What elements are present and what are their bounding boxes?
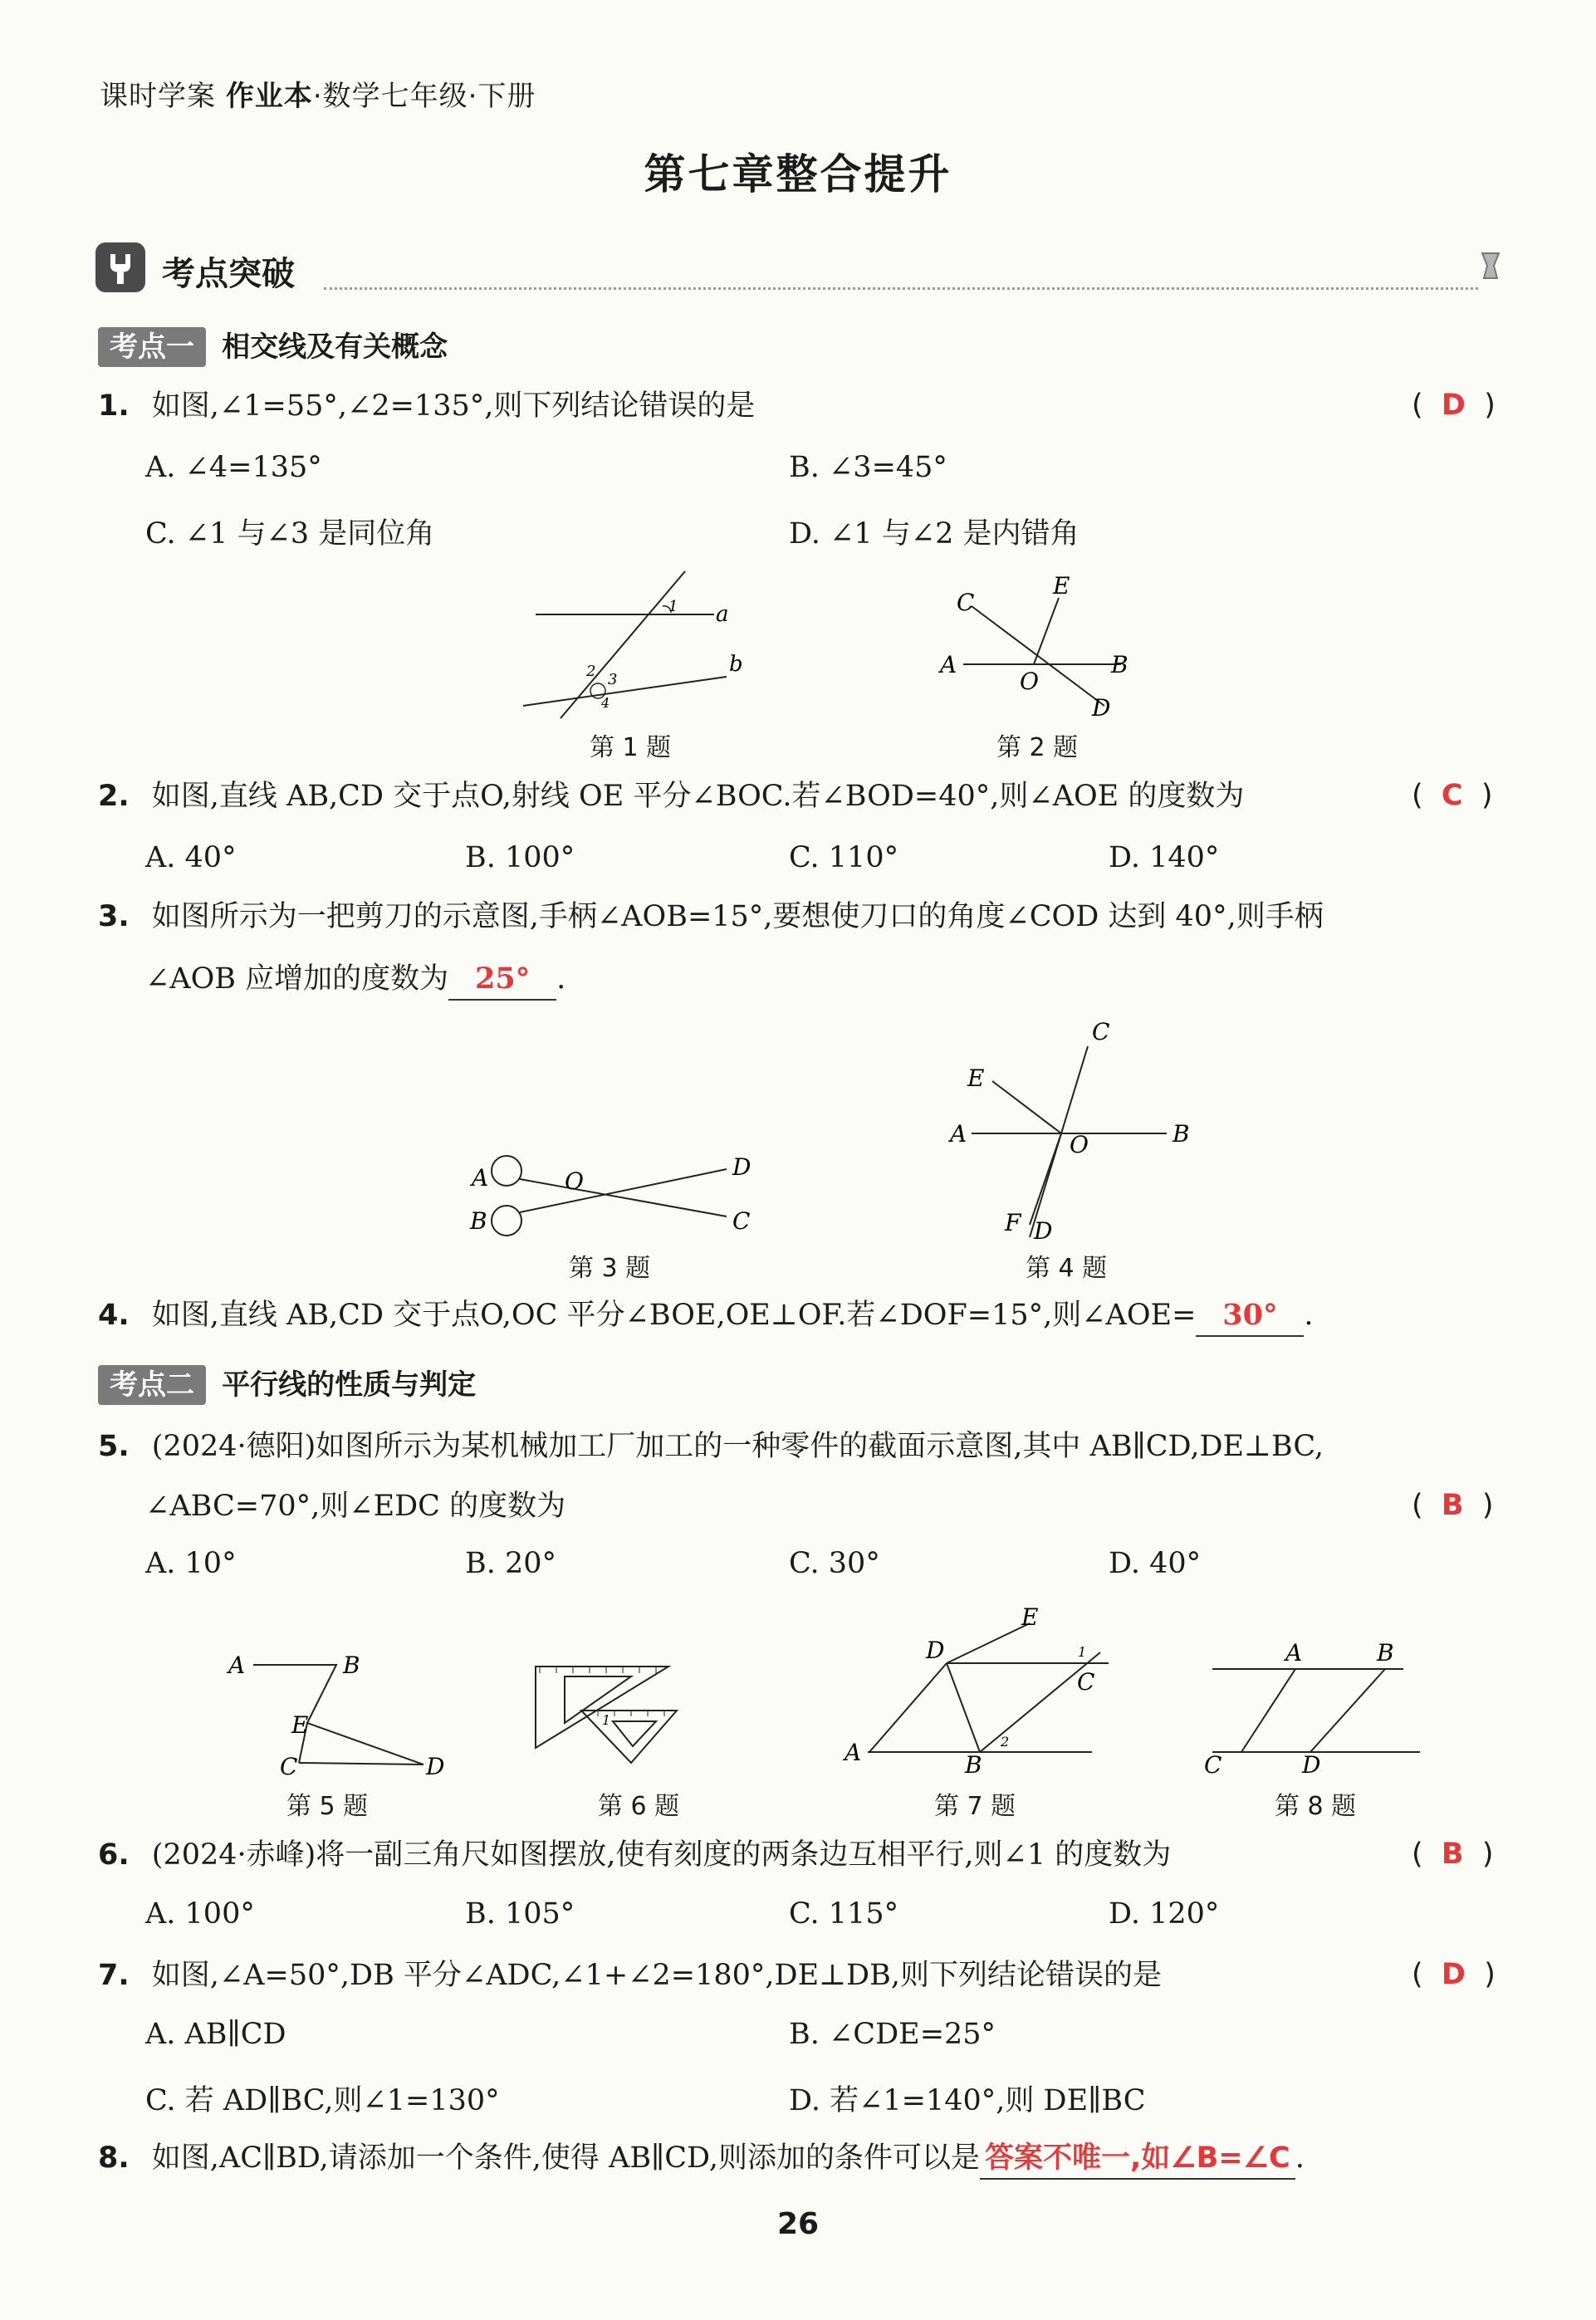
option-c: C. 30° [789, 1547, 880, 1580]
question-number: 5. [98, 1430, 130, 1463]
question-text: 如图,AC∥BD,请添加一个条件,使得 AB∥CD,则添加的条件可以是 [151, 2141, 980, 2175]
pin-icon [1474, 249, 1507, 294]
figure-7 [843, 1607, 1117, 1781]
fig3-label: O [565, 1167, 584, 1195]
question-number: 4. [98, 1299, 130, 1332]
fig7-label: B [965, 1751, 982, 1779]
fig8-label: C [1204, 1751, 1222, 1777]
question-8: 8. 如图,AC∥BD,请添加一个条件,使得 AB∥CD,则添加的条件可以是 答案不唯一,如∠B=∠C . [98, 2138, 1305, 2180]
fill-blank-answer: 25° [448, 959, 556, 1001]
fig5-label: E [291, 1711, 309, 1739]
question-text: 如图,∠1=55°,∠2=135°,则下列结论错误的是 [151, 389, 756, 423]
fig1-label: 3 [608, 671, 618, 688]
question-number: 8. [98, 2141, 130, 2175]
fig4-label: D [1034, 1217, 1053, 1245]
header-book: 作业本 [225, 80, 313, 113]
option-a: A. AB∥CD [145, 2018, 286, 2051]
fig1-label: 4 [601, 695, 610, 711]
option-a: A. 100° [145, 1897, 255, 1931]
fig7-label: 1 [1078, 1644, 1087, 1660]
page-number: 26 [776, 2207, 820, 2241]
caption-figure-6: 第 6 题 [598, 1792, 680, 1821]
question-number: 6. [98, 1838, 130, 1872]
figure-5 [220, 1640, 453, 1781]
option-d: D. 若∠1=140°,则 DE∥BC [789, 2084, 1146, 2117]
book-header [100, 73, 536, 114]
question-number: 3. [98, 900, 130, 933]
question-7 [98, 1955, 1162, 1995]
fig2-label: D [1092, 694, 1111, 722]
fill-blank-answer: 答案不唯一,如∠B=∠C [980, 2138, 1295, 2180]
question-number: 1. [98, 389, 130, 423]
question-number: 7. [98, 1959, 130, 1992]
fig2-label: C [957, 589, 975, 616]
question-5-line-2: ∠ABC=70°,则∠EDC 的度数为 [145, 1490, 566, 1523]
figure-3 [465, 1146, 764, 1246]
fig1-label: a [716, 602, 729, 627]
fig1-label: 1 [668, 598, 678, 615]
answer-choice: C [1441, 779, 1463, 812]
fig3-label: D [732, 1153, 751, 1181]
question-text: 如图所示为一把剪刀的示意图,手柄∠AOB=15°,要想使刀口的角度∠COD 达到 40°,则手柄 [151, 900, 1324, 933]
fig3-label: C [732, 1207, 751, 1235]
fig3-label: B [470, 1207, 487, 1235]
fig2-label: A [940, 651, 957, 678]
fill-blank-answer: 30° [1196, 1295, 1304, 1337]
option-b: B. ∠CDE=25° [789, 2018, 996, 2051]
option-c: C. 110° [789, 841, 899, 874]
figure-6 [523, 1657, 681, 1773]
fig7-label: C [1077, 1668, 1095, 1696]
answer-bracket: ( C ) [1412, 779, 1493, 812]
answer-bracket: ( B ) [1412, 1838, 1494, 1871]
section-title: 考点突破 [162, 255, 295, 293]
fig5-label: B [343, 1652, 360, 1679]
fig4-label: E [967, 1065, 985, 1092]
header-brand: 课时学案 [100, 80, 216, 113]
answer-bracket: ( B ) [1412, 1489, 1494, 1522]
fig4-label: O [1070, 1131, 1089, 1158]
question-3 [98, 897, 1324, 937]
fig7-label: D [926, 1637, 945, 1664]
option-d: D. 140° [1109, 841, 1220, 874]
kaodian-title: 相交线及有关概念 [222, 330, 448, 364]
fig1-label: 2 [586, 663, 596, 680]
fig1-label: b [729, 652, 743, 677]
kaodian-2-header [98, 1362, 476, 1402]
answer-choice: B [1441, 1489, 1464, 1522]
question-6 [98, 1835, 1171, 1875]
figure-4 [938, 1013, 1204, 1250]
kaodian-title: 平行线的性质与判定 [222, 1368, 477, 1402]
fig3-label: A [472, 1164, 489, 1192]
question-3-line-2: ∠AOB 应增加的度数为 25° . [145, 959, 565, 1001]
figure-1 [515, 565, 764, 722]
answer-choice: B [1441, 1838, 1464, 1871]
option-b: B. 105° [465, 1897, 575, 1931]
fig5-label: D [426, 1753, 445, 1780]
option-b: B. 100° [465, 841, 575, 874]
kaodian-tag: 考点二 [98, 1365, 206, 1405]
fig2-label: B [1111, 651, 1128, 678]
fig2-label: E [1053, 573, 1070, 600]
question-5 [98, 1427, 1324, 1466]
answer-bracket: ( D ) [1412, 1958, 1496, 1991]
fig4-label: F [1005, 1209, 1021, 1236]
question-text: 如图,∠A=50°,DB 平分∠ADC,∠1+∠2=180°,DE⊥DB,则下列结论错误的是 [151, 1959, 1162, 1992]
fig8-label: B [1377, 1639, 1394, 1667]
option-c: C. 若 AD∥BC,则∠1=130° [145, 2084, 500, 2117]
question-text: ∠AOB 应增加的度数为 [145, 962, 449, 996]
caption-figure-7: 第 7 题 [934, 1792, 1016, 1821]
option-b: B. 20° [465, 1547, 557, 1580]
caption-figure-3: 第 3 题 [569, 1254, 651, 1283]
fig8-label: D [1302, 1751, 1321, 1777]
fig7-label: A [845, 1739, 862, 1766]
caption-figure-2: 第 2 题 [996, 733, 1079, 762]
fig4-label: B [1173, 1120, 1190, 1148]
caption-figure-5: 第 5 题 [286, 1792, 369, 1821]
fig2-label: O [1020, 668, 1039, 695]
question-number: 2. [98, 780, 130, 813]
fig7-label: 2 [1001, 1734, 1010, 1750]
caption-figure-4: 第 4 题 [1026, 1254, 1108, 1283]
option-d: D. 40° [1109, 1547, 1202, 1580]
fig6-label: 1 [602, 1712, 611, 1728]
option-d: D. ∠1 与∠2 是内错角 [789, 517, 1080, 551]
fig5-label: A [228, 1652, 246, 1679]
question-text: (2024·德阳)如图所示为某机械加工厂加工的一种零件的截面示意图,其中 AB∥CD,DE⊥BC, [151, 1430, 1324, 1463]
fig4-label: C [1092, 1018, 1110, 1045]
option-a: A. 40° [145, 841, 237, 874]
answer-bracket: ( D ) [1412, 389, 1496, 422]
kaodian-tag: 考点一 [98, 327, 206, 367]
question-1 [98, 386, 755, 426]
page-title: 第七章整合提升 [644, 150, 952, 198]
fig7-label: E [1021, 1607, 1039, 1631]
answer-choice: D [1441, 1958, 1466, 1991]
question-text: 如图,直线 AB,CD 交于点O,射线 OE 平分∠BOC.若∠BOD=40°,则∠AOE 的度数为 [151, 780, 1245, 813]
option-a: A. ∠4=135° [145, 451, 322, 484]
figure-8 [1196, 1636, 1437, 1777]
question-2 [98, 776, 1244, 816]
fig8-label: A [1285, 1639, 1303, 1667]
caption-figure-1: 第 1 题 [590, 733, 672, 762]
answer-choice: D [1441, 389, 1466, 422]
figure-2 [938, 573, 1154, 722]
option-c: C. 115° [789, 1897, 899, 1931]
question-4: 4. 如图,直线 AB,CD 交于点O,OC 平分∠BOE,OE⊥OF.若∠DOF=15°,则∠AOE= 30° . [98, 1295, 1314, 1337]
option-c: C. ∠1 与∠3 是同位角 [145, 517, 435, 551]
option-d: D. 120° [1109, 1897, 1220, 1931]
fig4-label: A [950, 1120, 967, 1148]
header-subject: ·数学七年级·下册 [312, 80, 536, 113]
question-text: (2024·赤峰)将一副三角尺如图摆放,使有刻度的两条边互相平行,则∠1 的度数为 [151, 1838, 1172, 1872]
section-divider [324, 287, 1478, 290]
kaodian-1-header [98, 324, 448, 365]
option-b: B. ∠3=45° [789, 451, 947, 484]
fig5-label: C [280, 1753, 298, 1780]
question-text: 如图,直线 AB,CD 交于点O,OC 平分∠BOE,OE⊥OF.若∠DOF=15°,则∠AOE= [151, 1299, 1197, 1332]
option-a: A. 10° [145, 1547, 237, 1580]
caption-figure-8: 第 8 题 [1275, 1792, 1357, 1821]
wrench-icon [95, 242, 145, 292]
